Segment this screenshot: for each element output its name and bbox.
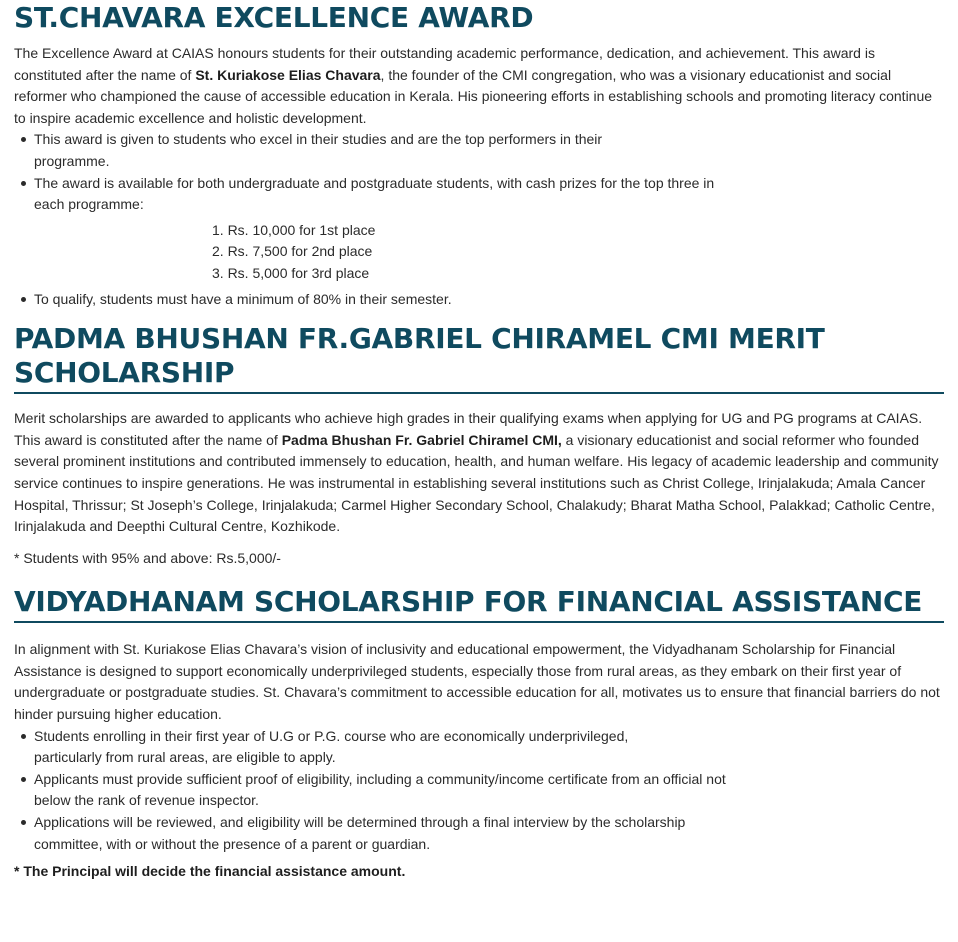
merit-scholarship-text-a: Merit scholarships are awarded to applicants who achieve high grades in their qualifying exams when applying for UG and PG programs at CAIAS. This award is constituted after the name of <box>14 410 923 448</box>
merit-scholarship-heading: PADMA BHUSHAN FR.GABRIEL CHIRAMEL CMI MERIT SCHOLARSHIP <box>14 322 944 394</box>
prize-item-first: 1. Rs. 10,000 for 1st place <box>212 221 376 238</box>
list-item: Applicants must provide sufficient proof of eligibility, including a community/income certificate from an official not below the rank of revenue inspector. <box>14 769 734 812</box>
prize-item-second: 2. Rs. 7,500 for 2nd place <box>212 243 373 260</box>
list-item: To qualify, students must have a minimum of 80% in their semester. <box>14 289 944 311</box>
vidyadhanam-description: In alignment with St. Kuriakose Elias Chavara’s vision of inclusivity and educational empowerment, the Vidyadhanam Scholarship for Financial Assistance is designed to support economically underprivileged students, especially those from rural areas, as they embark on their first year of undergraduate or postgraduate studies. St. Chavara’s commitment to accessible education for all, motivates us to ensure that financial barriers do not hinder pursuing higher education. <box>14 641 940 723</box>
prize-list <box>14 220 944 285</box>
excellence-award-description <box>14 43 944 129</box>
list-item: Students enrolling in their first year of U.G or P.G. course who are economically underprivileged, particularly from rural areas, are eligible to apply. <box>14 726 694 769</box>
list-item: The award is available for both undergraduate and postgraduate students, with cash prizes for the top three in each programme: <box>14 173 744 216</box>
prize-item-third: 3. Rs. 5,000 for 3rd place <box>212 264 370 281</box>
merit-scholarship-note: * Students with 95% and above: Rs.5,000/- <box>14 549 281 566</box>
vidyadhanam-scholarship-heading: VIDYADHANAM SCHOLARSHIP FOR FINANCIAL ASSISTANCE <box>14 585 944 623</box>
list-item: Applications will be reviewed, and eligibility will be determined through a final interview by the scholarship committee, with or without the presence of a parent or guardian. <box>14 812 694 855</box>
scholarships-content <box>14 0 944 883</box>
excellence-award-qualify-list <box>14 289 944 311</box>
excellence-award-text-a: The Excellence Award at CAIAS honours students for their outstanding academic performance, dedication, and achievement. This award is constituted after the name of <box>14 45 875 83</box>
merit-scholarship-description <box>14 408 944 538</box>
merit-scholarship-founder-name: Padma Bhushan Fr. Gabriel Chiramel CMI, <box>281 431 562 448</box>
vidyadhanam-eligibility-list <box>14 726 944 856</box>
excellence-award-criteria-list <box>14 129 944 215</box>
principal-decision-note: * The Principal will decide the financial assistance amount. <box>14 863 406 880</box>
excellence-award-text-b: , the founder of the CMI congregation, who was a visionary educationist and social reformer who championed the cause of accessible education in Kerala. His pioneering efforts in establishing schools and promoting literacy continue to inspire academic excellence and holistic development. <box>14 66 933 126</box>
excellence-award-founder-name: St. Kuriakose Elias Chavara <box>195 66 381 83</box>
list-item: This award is given to students who excel in their studies and are the top performers in their programme. <box>14 129 674 172</box>
excellence-award-heading: ST.CHAVARA EXCELLENCE AWARD <box>14 1 534 34</box>
merit-scholarship-text-b: a visionary educationist and social reformer who founded several prominent institutions and contributed immensely to education, health, and human welfare. His legacy of academic leadership and community service continues to inspire generations. He was instrumental in establishing several institutions such as Christ College, Irinjalakuda; Amala Cancer Hospital, Thrissur; St Joseph’s College, Irinjalakuda; Carmel Higher Secondary School, Chalakudy; Bharat Matha School, Palakkad; Catholic Centre, Irinjalakuda and Deepthi Cultural Centre, Kozhikode. <box>14 431 939 535</box>
